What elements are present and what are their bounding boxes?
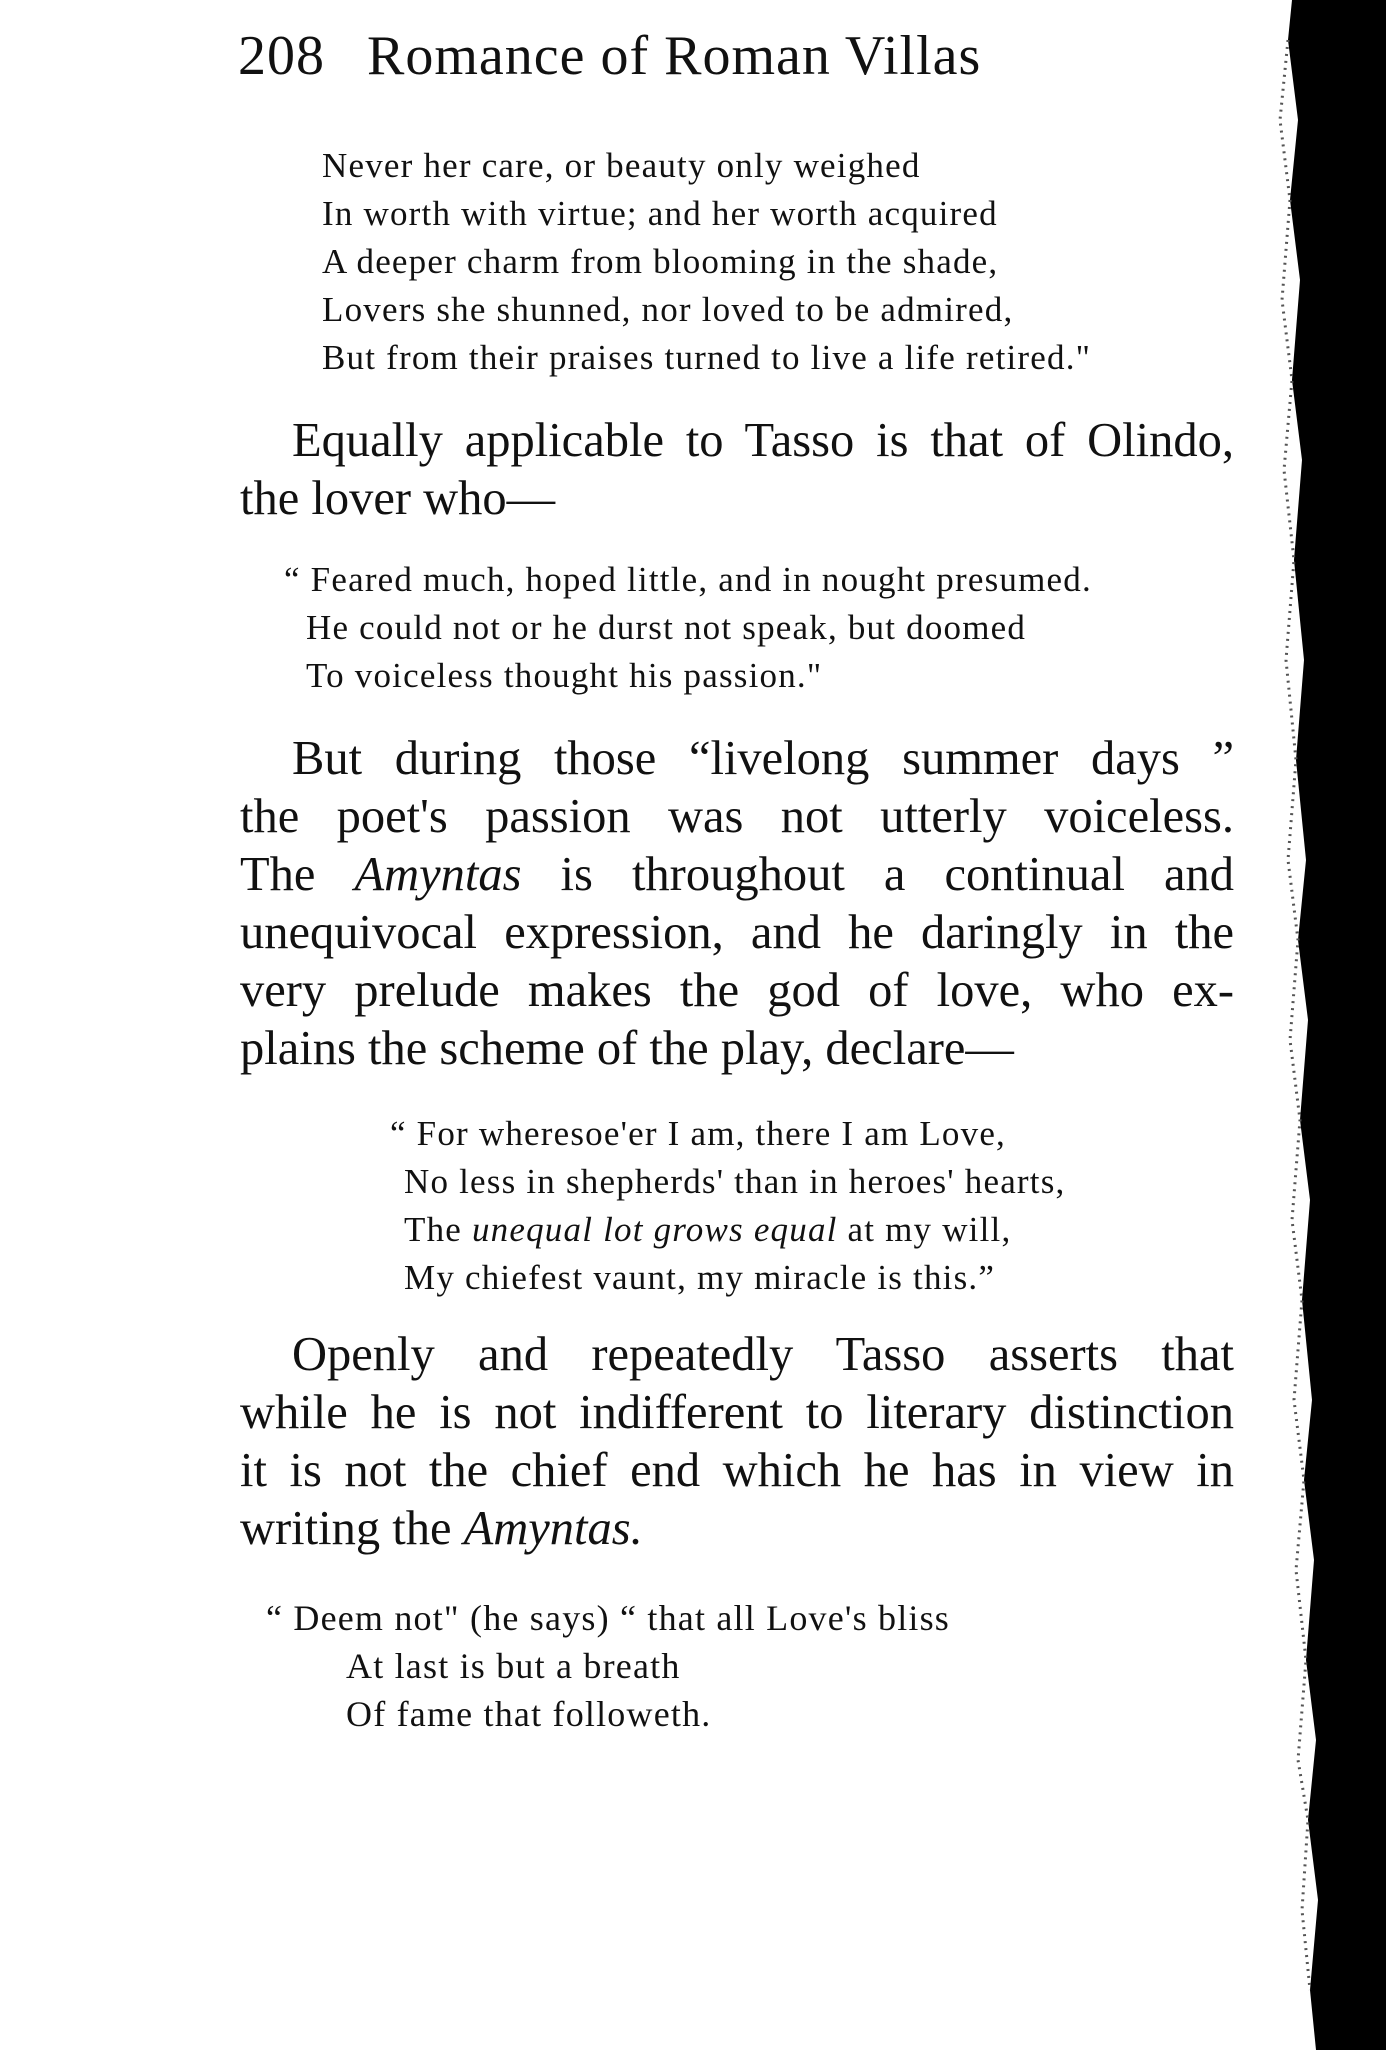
verse-line: No less in shepherds' than in heroes' hearts, [404,1162,1066,1201]
prose-line: plains the scheme of the play, declare— [240,1022,1014,1075]
italic-phrase: unequal lot grows equal [471,1210,838,1249]
prose-line: The Amyntas is throughout a continual and [240,848,1235,901]
prose-line: Openly and repeatedly Tasso asserts that [292,1328,1234,1381]
verse-line: Lovers she shunned, nor loved to be admired, [322,290,1014,329]
prose-line: unequivocal expression, and he daringly in the [240,906,1234,959]
verse-block-4 [266,1594,950,1738]
verse-line: But from their praises turned to live a life retired." [322,338,1092,377]
running-title: Romance of Roman Villas [367,25,982,87]
verse-line: To voiceless thought his passion." [306,656,823,695]
page-number: 208 [238,25,325,87]
verse-line: “ Deem not" (he says) “ that all Love's bliss [266,1598,951,1638]
verse-line: In worth with virtue; and her worth acquired [322,194,998,233]
verse-block-1 [322,142,1091,382]
verse-block-2 [284,556,1092,700]
title-amyntas: Amyntas [354,848,522,901]
prose-line: writing the Amyntas. [240,1502,643,1555]
prose-line: the lover who— [240,472,556,525]
prose-line: Equally applicable to Tasso is that of Olindo, [292,414,1234,467]
verse-line: My chiefest vaunt, my miracle is this.” [404,1258,996,1297]
verse-block-3 [390,1110,1065,1302]
page-header [238,24,981,88]
prose-line: very prelude makes the god of love, who ex- [240,964,1234,1017]
paragraph-3 [240,1326,1234,1558]
verse-line: At last is but a breath [346,1646,681,1686]
verse-line: “ Feared much, hoped little, and in nought presumed. [284,560,1092,599]
verse-line: “ For wheresoe'er I am, there I am Love, [390,1114,1006,1153]
verse-line: The unequal lot grows equal at my will, [404,1210,1012,1249]
title-amyntas: Amyntas. [463,1502,643,1555]
paragraph-2 [240,730,1234,1078]
prose-line: But during those “livelong summer days ” [292,732,1234,785]
verse-line: Of fame that followeth. [346,1694,712,1734]
prose-line: the poet's passion was not utterly voiceless. [240,790,1234,843]
prose-line: while he is not indifferent to literary distinction [240,1386,1234,1439]
verse-line: A deeper charm from blooming in the shade, [322,242,999,281]
prose-line: it is not the chief end which he has in view in [240,1444,1234,1497]
verse-line: Never her care, or beauty only weighed [322,146,921,185]
verse-line: He could not or he durst not speak, but doomed [306,608,1027,647]
paragraph-1 [240,412,1234,528]
book-binding-edge [1266,0,1386,2050]
